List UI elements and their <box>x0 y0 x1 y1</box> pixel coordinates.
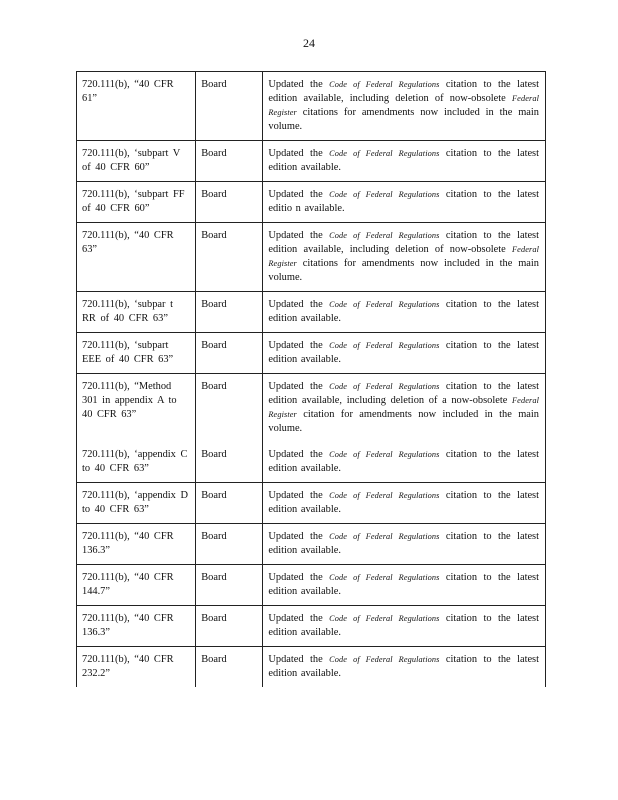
description-cell <box>263 565 546 606</box>
description-tail: citations for amendments now included in the main volume. <box>268 107 539 132</box>
table-row <box>77 182 546 223</box>
register-title: Federal Register <box>268 94 539 117</box>
description-cell <box>263 72 546 141</box>
description-lead: Updated the <box>268 381 323 392</box>
description-text: citation to the latest edition available. <box>268 449 539 474</box>
section-cell: 720.111(b), ‘subpart FF of 40 CFR 60” <box>77 182 196 223</box>
description-cell <box>263 606 546 647</box>
description-lead: Updated the <box>268 531 323 542</box>
code-title: Code of Federal Regulations <box>329 149 440 158</box>
description-cell <box>263 483 546 524</box>
section-cell: 720.111(b), “40 CFR 63” <box>77 223 196 292</box>
source-cell: Board <box>196 223 263 292</box>
table-row <box>77 606 546 647</box>
code-title: Code of Federal Regulations <box>329 341 440 350</box>
table-row <box>77 442 546 483</box>
code-title: Code of Federal Regulations <box>329 532 440 541</box>
description-lead: Updated the <box>268 79 323 90</box>
description-lead: Updated the <box>268 148 323 159</box>
table-row <box>77 483 546 524</box>
description-cell <box>263 442 546 483</box>
source-cell: Board <box>196 374 263 443</box>
table-row <box>77 374 546 443</box>
source-cell: Board <box>196 524 263 565</box>
description-cell <box>263 223 546 292</box>
description-lead: Updated the <box>268 230 323 241</box>
table-row <box>77 524 546 565</box>
section-cell: 720.111(b), “40 CFR 136.3” <box>77 524 196 565</box>
description-text: citation to the latest editio n available. <box>268 189 539 214</box>
section-cell: 720.111(b), “40 CFR 144.7” <box>77 565 196 606</box>
section-cell: 720.111(b), “40 CFR 136.3” <box>77 606 196 647</box>
description-cell <box>263 647 546 688</box>
section-cell: 720.111(b), “40 CFR 232.2” <box>77 647 196 688</box>
table-row <box>77 72 546 141</box>
amendments-table <box>76 71 546 687</box>
table-row <box>77 292 546 333</box>
section-cell: 720.111(b), ‘appendix D to 40 CFR 63” <box>77 483 196 524</box>
description-lead: Updated the <box>268 449 323 460</box>
description-cell <box>263 524 546 565</box>
section-cell: 720.111(b), ‘appendix C to 40 CFR 63” <box>77 442 196 483</box>
section-cell: 720.111(b), ‘subpar t RR of 40 CFR 63” <box>77 292 196 333</box>
source-cell: Board <box>196 72 263 141</box>
description-lead: Updated the <box>268 340 323 351</box>
description-text: citation to the latest edition available. <box>268 654 539 679</box>
code-title: Code of Federal Regulations <box>329 231 440 240</box>
register-title: Federal Register <box>268 396 539 419</box>
source-cell: Board <box>196 483 263 524</box>
description-lead: Updated the <box>268 299 323 310</box>
description-cell <box>263 292 546 333</box>
code-title: Code of Federal Regulations <box>329 614 440 623</box>
section-cell: 720.111(b), ‘subpart V of 40 CFR 60” <box>77 141 196 182</box>
source-cell: Board <box>196 141 263 182</box>
code-title: Code of Federal Regulations <box>329 190 440 199</box>
section-cell: 720.111(b), “40 CFR 61” <box>77 72 196 141</box>
description-text: citation to the latest edition available. <box>268 613 539 638</box>
code-title: Code of Federal Regulations <box>329 655 440 664</box>
description-text: citation to the latest edition available. <box>268 299 539 324</box>
source-cell: Board <box>196 565 263 606</box>
section-cell: 720.111(b), “Method 301 in appendix A to 40 CFR 63” <box>77 374 196 443</box>
description-lead: Updated the <box>268 189 323 200</box>
description-lead: Updated the <box>268 613 323 624</box>
table-row <box>77 141 546 182</box>
description-text: citation to the latest edition available. <box>268 490 539 515</box>
table-row <box>77 647 546 688</box>
code-title: Code of Federal Regulations <box>329 450 440 459</box>
description-cell <box>263 182 546 223</box>
code-title: Code of Federal Regulations <box>329 382 440 391</box>
code-title: Code of Federal Regulations <box>329 80 440 89</box>
source-cell: Board <box>196 647 263 688</box>
code-title: Code of Federal Regulations <box>329 300 440 309</box>
section-cell: 720.111(b), ‘subpart EEE of 40 CFR 63” <box>77 333 196 374</box>
description-cell <box>263 141 546 182</box>
source-cell: Board <box>196 182 263 223</box>
code-title: Code of Federal Regulations <box>329 491 440 500</box>
description-cell <box>263 333 546 374</box>
source-cell: Board <box>196 606 263 647</box>
description-lead: Updated the <box>268 654 323 665</box>
register-title: Federal Register <box>268 245 539 268</box>
description-text: citation to the latest edition available, including deletion of a now-obsolete <box>268 381 539 406</box>
description-text: citation to the latest edition available, including deletion of now-obsolete <box>268 79 539 104</box>
description-text: citation to the latest edition available. <box>268 148 539 173</box>
description-cell <box>263 374 546 443</box>
source-cell: Board <box>196 442 263 483</box>
table-row <box>77 223 546 292</box>
description-tail: citation for amendments now included in the main volume. <box>268 409 539 434</box>
description-text: citation to the latest edition available. <box>268 340 539 365</box>
description-tail: citations for amendments now included in the main volume. <box>268 258 539 283</box>
table-row <box>77 565 546 606</box>
description-lead: Updated the <box>268 572 323 583</box>
source-cell: Board <box>196 292 263 333</box>
description-text: citation to the latest edition available, including deletion of now-obsolete <box>268 230 539 255</box>
table-row <box>77 333 546 374</box>
source-cell: Board <box>196 333 263 374</box>
page-number: 24 <box>303 36 315 50</box>
code-title: Code of Federal Regulations <box>329 573 440 582</box>
description-text: citation to the latest edition available. <box>268 572 539 597</box>
description-text: citation to the latest edition available. <box>268 531 539 556</box>
description-lead: Updated the <box>268 490 323 501</box>
